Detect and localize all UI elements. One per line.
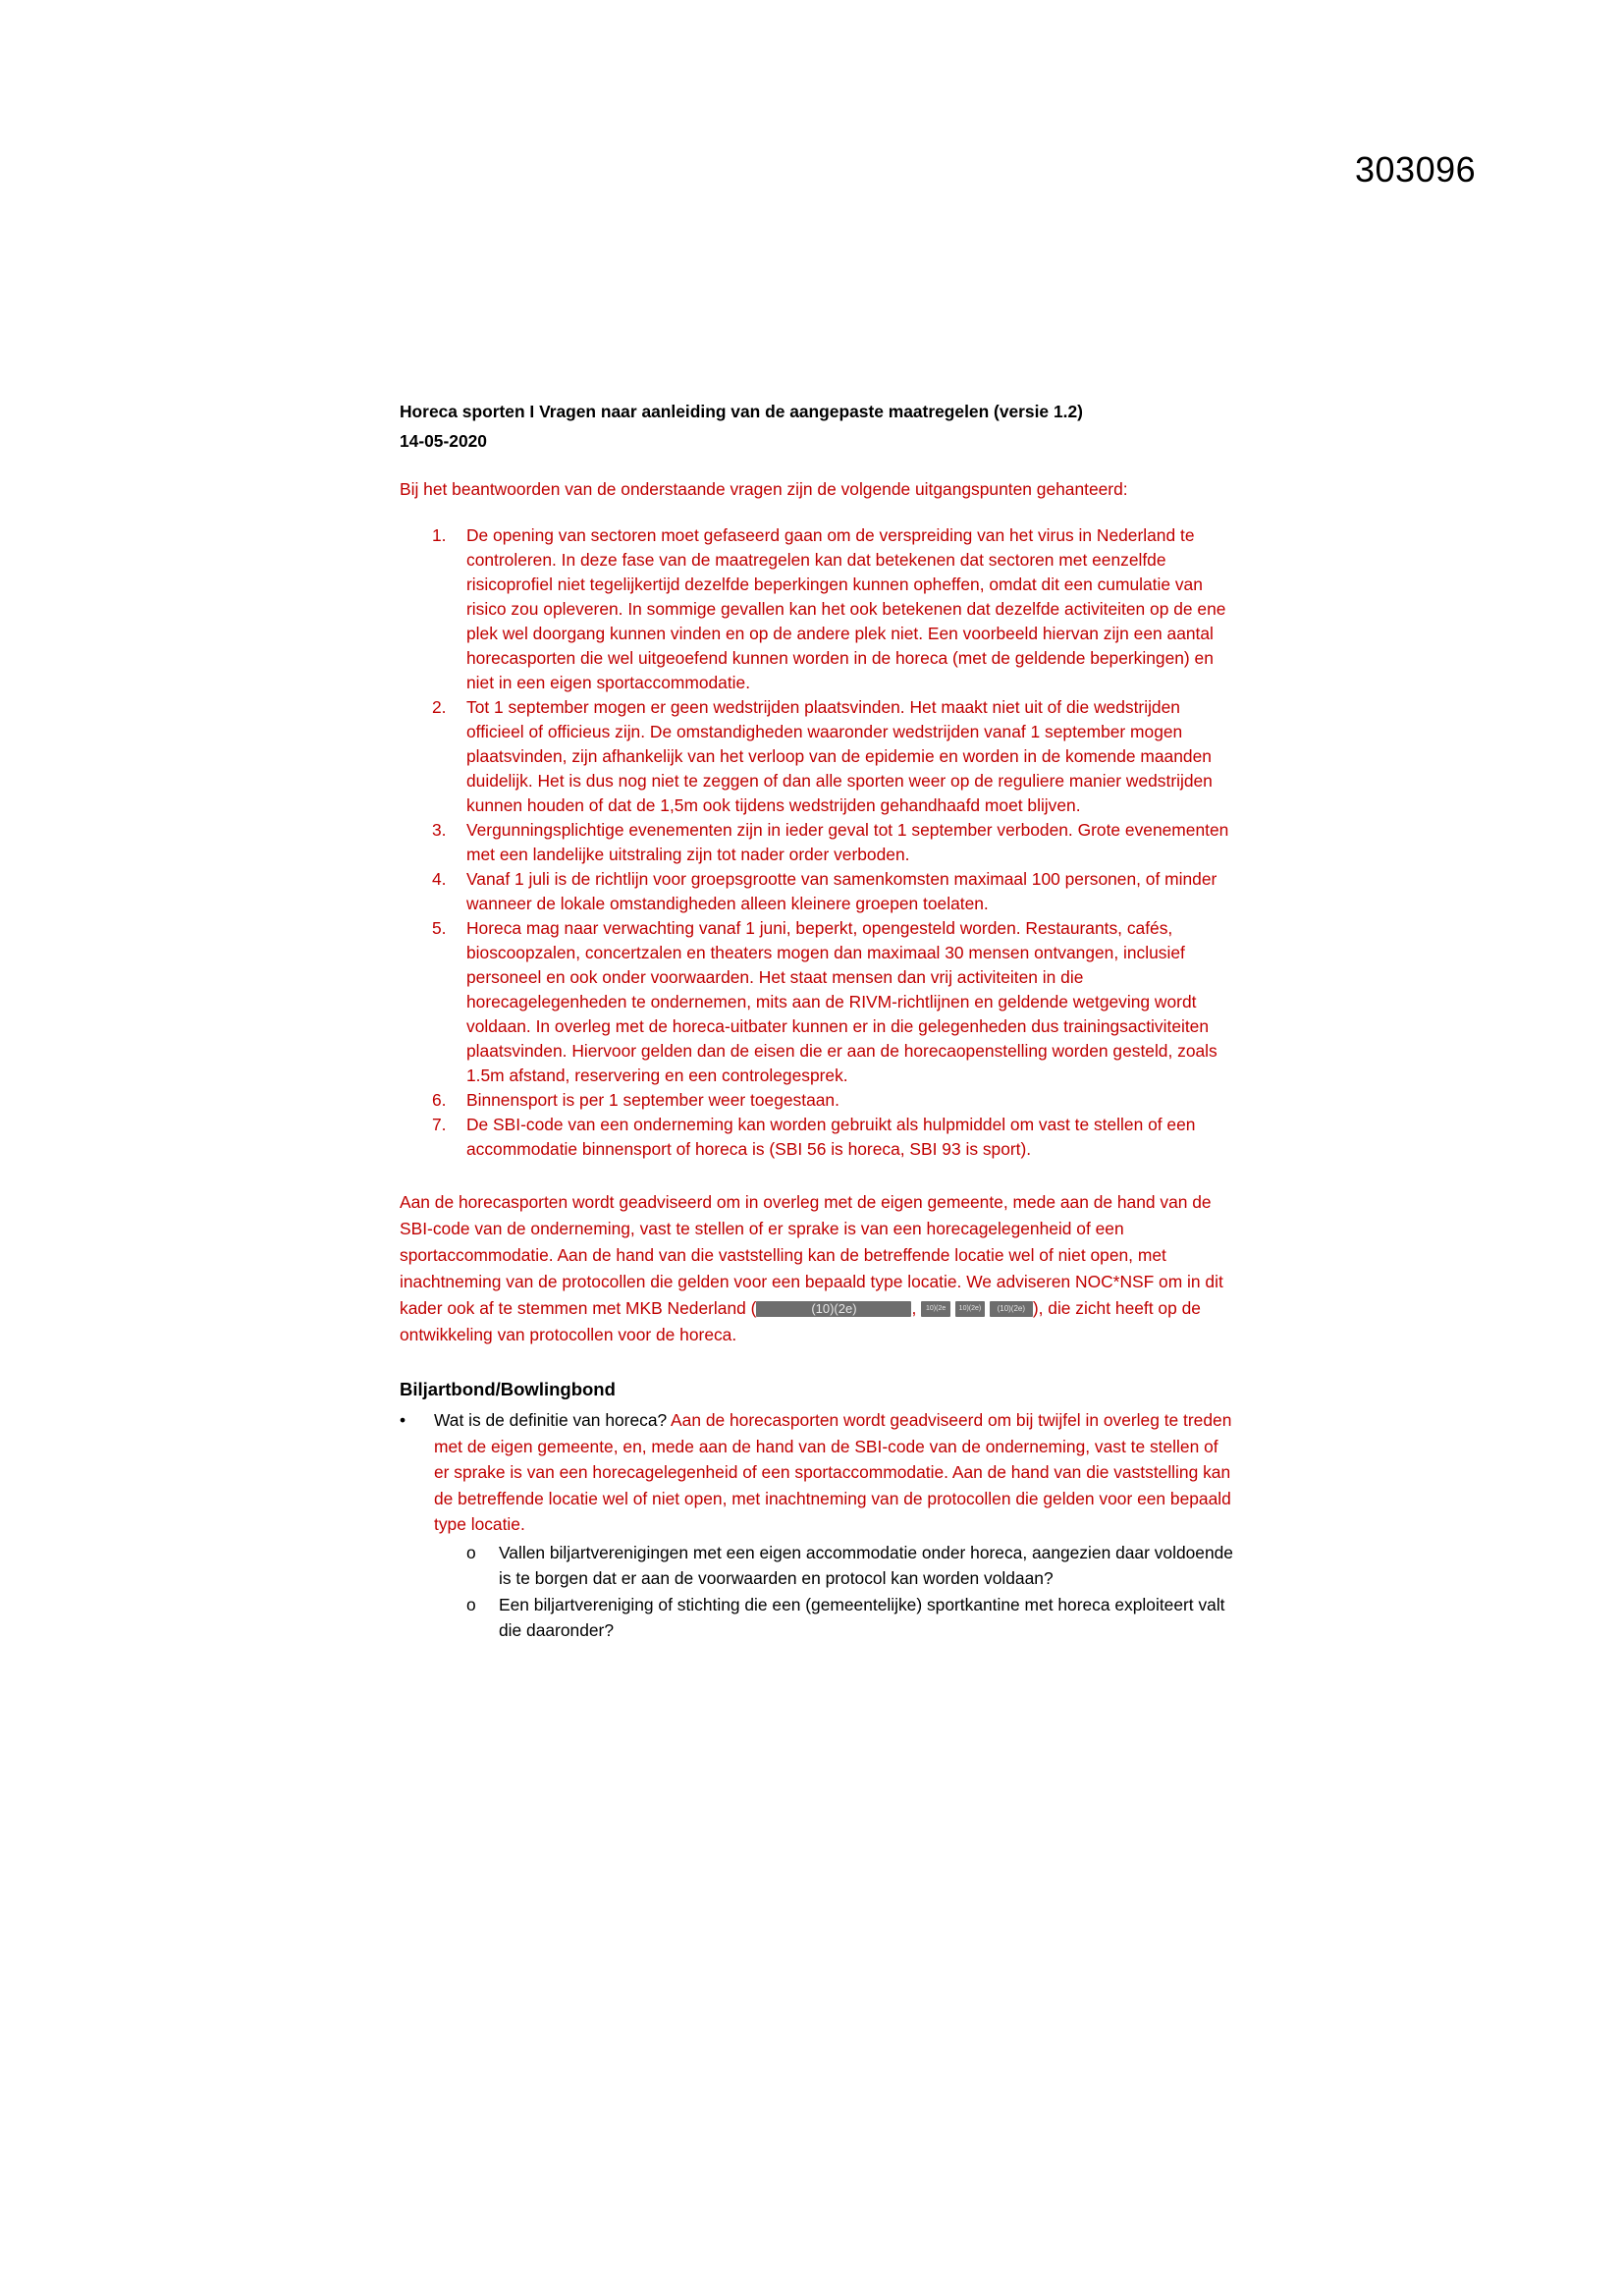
sub-question-list: [400, 1540, 1236, 1644]
list-number: 7.: [432, 1115, 447, 1134]
answer-text: Aan de horecasporten wordt geadviseerd om bij twijfel in overleg te treden met de eigen gemeente, en, mede aan de hand van de SBI-code van de onderneming, vast te stellen of er sprake is van een horecagelegenheid of een sportaccommodatie. Aan de hand van die vaststelling kan de betreffende locatie wel of niet open, met inachtneming van de protocollen die gelden voor een bepaald type locatie.: [434, 1410, 1232, 1534]
advice-text-end: ), die zicht heeft op de ontwikkeling van protocollen voor de horeca.: [400, 1298, 1201, 1344]
list-item-text: De SBI-code van een onderneming kan worden gebruikt als hulpmiddel om vast te stellen of een accommodatie binnensport of horeca is (SBI 56 is horeca, SBI 93 is sport).: [466, 1115, 1196, 1159]
sub-question-text: Vallen biljartverenigingen met een eigen accommodatie onder horeca, aangezien daar voldoende is te borgen dat er aan de voorwaarden en protocol kan worden voldaan?: [499, 1542, 1233, 1588]
sub-question-text: Een biljartvereniging of stichting die een (gemeentelijke) sportkantine met horeca exploiteert valt die daaronder?: [499, 1594, 1225, 1640]
bullet-icon: •: [400, 1410, 406, 1430]
list-item: [400, 1540, 1236, 1592]
list-item-text: Horeca mag naar verwachting vanaf 1 juni, beperkt, opengesteld worden. Restaurants, cafés, bioscoopzalen, concertzalen en theaters mogen dan maximaal 30 mensen ontvangen, inclusief personeel en ook onder voorwaarden. Het staat mensen dan vrij activiteiten in die horecagelegenheden te ondernemen, mits aan de RIVM-richtlijnen en geldende wetgeving wordt voldaan. In overleg met de horeca-uitbater kunnen er in die gelegenheden dus trainingsactiviteiten plaatsvinden. Hiervoor gelden dan de eisen die er aan de horecaopenstelling worden gesteld, zoals 1.5m afstand, reservering en een controlegesprek.: [466, 918, 1217, 1085]
list-item-text: Vergunningsplichtige evenementen zijn in ieder geval tot 1 september verboden. Grote evenementen met een landelijke uitstraling zijn tot nader order verboden.: [466, 820, 1229, 864]
advice-paragraph: [400, 1189, 1236, 1348]
list-item: [400, 1592, 1236, 1644]
redaction-box: 10)(2e): [955, 1301, 985, 1317]
list-number: 5.: [432, 918, 447, 938]
circle-bullet-icon: o: [466, 1542, 476, 1562]
list-item-text: Binnensport is per 1 september weer toegestaan.: [466, 1090, 839, 1110]
document-number: 303096: [1355, 149, 1477, 190]
list-item: [400, 1113, 1236, 1162]
list-item-text: De opening van sectoren moet gefaseerd gaan om de verspreiding van het virus in Nederland te controleren. In deze fase van de maatregelen kan dat betekenen dat sectoren met eenzelfde risicoprofiel niet tegelijkertijd dezelfde beperkingen kunnen opheffen, omdat dit een cumulatie van risico zou opleveren. In sommige gevallen kan het ook betekenen dat dezelfde activiteiten op de ene plek wel doorgang kunnen vinden en op de andere plek niet. Een voorbeeld hiervan zijn een aantal horecasporten die wel uitgeoefend kunnen worden in de horeca (met de geldende beperkingen) en niet in een eigen sportaccommodatie.: [466, 525, 1226, 692]
list-item: [400, 695, 1236, 818]
list-number: 6.: [432, 1090, 447, 1110]
redaction-box: 10)(2e: [921, 1301, 950, 1317]
list-item-text: Vanaf 1 juli is de richtlijn voor groepsgrootte van samenkomsten maximaal 100 personen, of minder wanneer de lokale omstandigheden alleen kleinere groepen toelaten.: [466, 869, 1217, 913]
list-item: [400, 1088, 1236, 1113]
document-title: [400, 397, 1236, 456]
intro-paragraph: Bij het beantwoorden van de onderstaande vragen zijn de volgende uitgangspunten gehanteerd:: [400, 479, 1128, 499]
title-date: 14-05-2020: [400, 431, 487, 451]
advice-text: Aan de horecasporten wordt geadviseerd om in overleg met de eigen gemeente, mede aan de hand van de SBI-code van de onderneming, vast te stellen of er sprake is van een horecagelegenheid of een sportaccommodatie. Aan de hand van die vaststelling kan de betreffende locatie wel of niet open, met inachtneming van de protocollen die gelden voor een bepaald type locatie. We adviseren NOC*NSF om in dit kader ook af te stemmen met MKB Nederland (: [400, 1192, 1223, 1318]
list-item: [400, 818, 1236, 867]
list-number: 2.: [432, 697, 447, 717]
list-number: 1.: [432, 525, 447, 545]
list-number: 3.: [432, 820, 447, 840]
redaction-box: (10)(2e): [990, 1301, 1033, 1317]
title-line: Horeca sporten I Vragen naar aanleiding van de aangepaste maatregelen (versie 1.2): [400, 402, 1083, 421]
question-text: Wat is de definitie van horeca?: [434, 1410, 668, 1430]
principles-list: [400, 523, 1236, 1162]
circle-bullet-icon: o: [466, 1594, 476, 1614]
section-heading: Biljartbond/Bowlingbond: [400, 1379, 616, 1399]
advice-separator: ,: [911, 1298, 917, 1318]
list-item: [400, 523, 1236, 695]
list-item: [400, 867, 1236, 916]
question-bullet: [400, 1407, 1236, 1538]
list-item: [400, 916, 1236, 1088]
document-content: [400, 397, 1236, 1644]
redaction-box: (10)(2e): [756, 1301, 911, 1317]
list-number: 4.: [432, 869, 447, 889]
list-item-text: Tot 1 september mogen er geen wedstrijden plaatsvinden. Het maakt niet uit of die wedstrijden officieel of officieus zijn. De omstandigheden waaronder wedstrijden vanaf 1 september mogen plaatsvinden, zijn afhankelijk van het verloop van de epidemie en worden in de komende maanden duidelijk. Het is dus nog niet te zeggen of dan alle sporten weer op de reguliere manier wedstrijden kunnen houden of dat de 1,5m ook tijdens wedstrijden gehandhaafd moet blijven.: [466, 697, 1213, 815]
